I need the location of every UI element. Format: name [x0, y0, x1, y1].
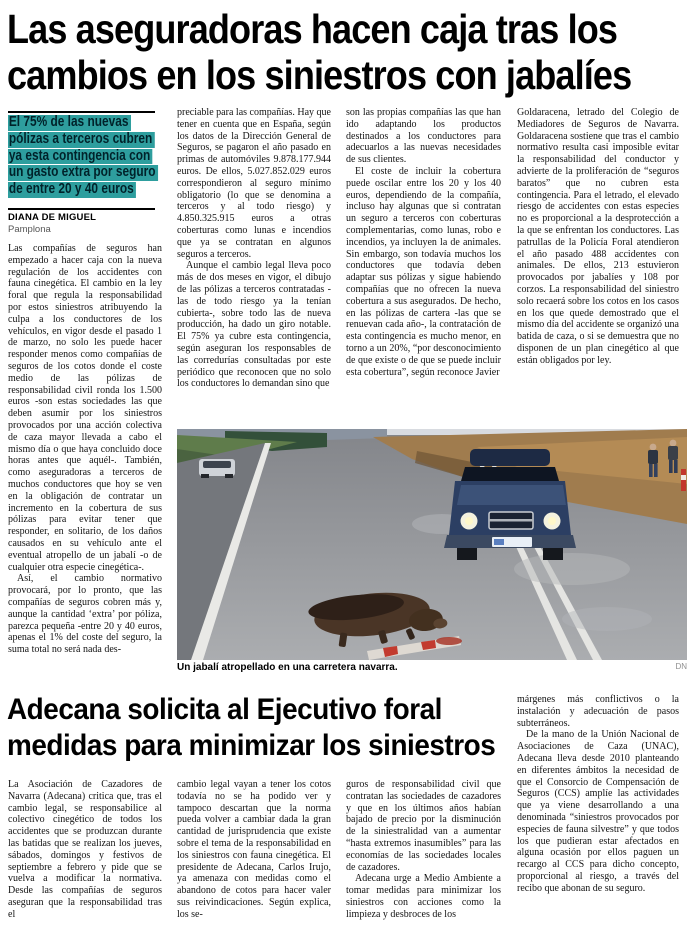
article1-column-1	[8, 243, 162, 667]
article2-column-3	[346, 779, 501, 929]
headline-line: cambios en los siniestros con jabalíes	[7, 52, 632, 98]
standfirst-line: un gasto extra por seguro	[8, 165, 158, 181]
paragraph: Aunque el cambio legal lleva poco más de dos meses en vigor, el dibujo de las pólizas a terceros contratadas -las de todo riesgo ya la tenían cubierta-, sobre todo las de nueva producción, ha dado un giro notable. El 75% ya cubre esta contingencia, según aseguran los responsables de las corredurías consultadas por este periódico que reconocen que no solo los conductores lo demandan sino que	[177, 260, 331, 390]
standfirst-line: ya esta contingencia con	[8, 149, 153, 165]
road-patch	[562, 607, 652, 631]
article2-column-2	[177, 779, 331, 929]
standfirst-line: de entre 20 y 40 euros	[8, 182, 136, 198]
headline-line: Adecana solicita al Ejecutivo foral	[7, 693, 442, 726]
article2-column-4	[517, 694, 679, 929]
article2-headline	[7, 692, 512, 764]
standfirst-line: El 75% de las nuevas	[8, 115, 131, 131]
byline-rule	[8, 208, 155, 210]
paragraph: Goldaracena, letrado del Colegio de Mediadores de Seguros de Navarra. Goldaracena sostiene que tras el cambio normativo resulta casi imposible evitar la responsabilidad del conductor y advierte de la proliferación de “seguros baratos” que no cubren esta contingencia. Para el letrado, el elevado riesgo de accidentes con estas especies no es proporcional a la desprotección a la que se enfrentan los conductores. Las patrullas de la Policía Foral atendieron el año pasado 488 accidentes con animales. De ellos, 213 estuvieron provocados por jabalíes y 108 por corzos. La responsabilidad del siniestro solo recaerá sobre los cotos en los casos en los que quede demostrado que el mismo día del accidente se organizó una batida de caza, o si se demuestra que no disponen de un plan cinegético al que están obligados por ley.	[517, 107, 679, 366]
paragraph: cambio legal vayan a tener los cotos todavía no se ha podido ver y tampoco descartan que la norma pueda volver a cambiar dada la gran cantidad de jurisprudencia que existe sobre el tema de la responsabilidad en los siniestros con fauna cinegética. El presidente de Adecana, Carlos Irujo, ya amenaza con medidas como el abandono de cotos para hacer valer sus reivindicaciones. Según explica, los se-	[177, 779, 331, 920]
paragraph: El coste de incluir la cobertura puede oscilar entre los 20 y los 40 euros, dependiendo de la compañía, incluso hay algunas que si contratan un seguro a terceros con coberturas complementarias, como lunas, robo e incendios, ya incluyen la de animales. Sin embargo, son todavía muchos los conductores que todavía deben adaptar sus pólizas y sigue habiendo compañías que no ofrecen la nueva cobertura a sus asegurados. De hecho, en las pólizas de cartera -las que se renuevan cada año-, la contratación de esta contingencia es mucho menor, en torno a un 20%, “por desconocimiento de que existe o de que se puede incluir esta cobertura”, según reconoce Javier	[346, 165, 501, 378]
paragraph: márgenes más conflictivos o la instalación y adecuación de pasos subterráneos.	[517, 694, 679, 729]
paragraph: Así, el cambio normativo provocará, por lo pronto, que las compañías de seguros cobren más y, aunque la cantidad ‘extra’ por póliza, parezca pequeña -entre 20 y 40 euros, apenas el 1% del coste del seguro, la suma total no será nada des-	[8, 573, 162, 656]
paragraph: preciable para las compañías. Hay que tener en cuenta que en España, según los datos de la Dirección General de Seguros, se pagaron el año pasado en primas de automóviles 9.878.177.944 euros. De ellos, 5.027.852.029 euros correspondieron al seguro mínimo obligatorio (lo que se denomina a terceros y al todo riesgo) y 4.850.325.915 euros a otras coberturas como lunas e incendios que ya se contratan en algunos seguros a terceros.	[177, 107, 331, 260]
article2-column-1	[8, 779, 162, 929]
photo-caption-row	[177, 662, 687, 673]
paragraph: La Asociación de Cazadores de Navarra (Adecana) critica que, tras el cambio legal, se responsabilice al colectivo cinegético de todos los accidentes que se produzcan durante las batidas que se realizan los jueves, sábados, domingos y festivos de septiembre a febrero y pide que se vuelva a modificar la normativa. Desde las compañías de seguros aseguran que la responsabilidad tras el	[8, 779, 162, 920]
red-post	[681, 469, 686, 491]
blood	[436, 637, 462, 645]
road-patch	[514, 553, 630, 585]
photo-credit: DN	[675, 662, 687, 671]
byline-author: DIANA DE MIGUEL	[8, 212, 97, 223]
paragraph: Las compañías de seguros han empezado a hacer caja con la nueva regulación de los accidentes con fauna cinegética. El cambio en la ley foral que regula la responsabilidad por estos siniestros atribuyendo la culpa a los conductores de los vehículos, en vigor desde el pasado 1 de marzo, no solo les puede hacer responder menos como compañías de seguros de los cotos donde el coste medio de las pólizas de responsabilidad civil ronda los 1.500 euros -son estas sociedades las que deben asumir por los siniestros provocados por una acción colectiva de caza mayor llevada a cabo el mismo día o que haya concluido doce horas antes que aquél-. También, como aseguradoras a terceros de muchos conductores que hoy se ven en la obligación de contratar un incremento en la cobertura de sus pólizas para evitar tener que responder, en solitario, de los daños causados en su vehículo ante el eventual atropello de un jabalí -o de cualquier otra especie cinegética-.	[8, 243, 162, 573]
headline-line: medidas para minimizar los siniestros	[7, 729, 496, 762]
wild-boar-road-photo	[177, 429, 687, 660]
byline-place: Pamplona	[8, 224, 51, 235]
paragraph: son las propias compañías las que han ido adaptando los productos destinados a los conductores para adecuarlos a las nuevas necesidades de sus clientes.	[346, 107, 501, 166]
article1-column-4	[517, 107, 679, 443]
paragraph: Adecana urge a Medio Ambiente a tomar medidas para minimizar los siniestros con acciones como la limpieza y desbroces de los	[346, 873, 501, 920]
paragraph: De la mano de la Unión Nacional de Asociaciones de Caza (UNAC), Adecana lleva desde 2010 planteando en diferentes ámbitos la necesidad de que el Consorcio de Compensación de Seguros (CCS) amplíe las actividades que ya viene desarrollando a una denominada “siniestros provocados por especies de fauna silvestre” y que todos los que pudieran estar afectados en alguna ocasión por ellos paguen un recargo al CCS para dicho concepto, proporcional al riesgo, a través del recibo que abonan de su seguro.	[517, 729, 679, 894]
headline-line: Las aseguradoras hacen caja tras los	[7, 6, 618, 52]
article1-column-3	[346, 107, 501, 425]
standfirst-line: pólizas a terceros cubren	[8, 132, 155, 148]
photo-caption: Un jabalí atropellado en una carretera navarra.	[177, 662, 398, 673]
standfirst-rule	[8, 111, 155, 113]
article1-headline	[7, 6, 685, 98]
photo-illustration	[177, 429, 687, 660]
article1-standfirst	[8, 115, 198, 199]
paragraph: guros de responsabilidad civil que contratan las sociedades de cazadores y que en los últimos años habían bajado de precio por la disminución de la siniestralidad van a aumentar “hasta extremos inasumibles” para las economías de las sociedades locales de cazadores.	[346, 779, 501, 873]
article1-column-2	[177, 107, 331, 425]
distant-car	[199, 459, 235, 478]
